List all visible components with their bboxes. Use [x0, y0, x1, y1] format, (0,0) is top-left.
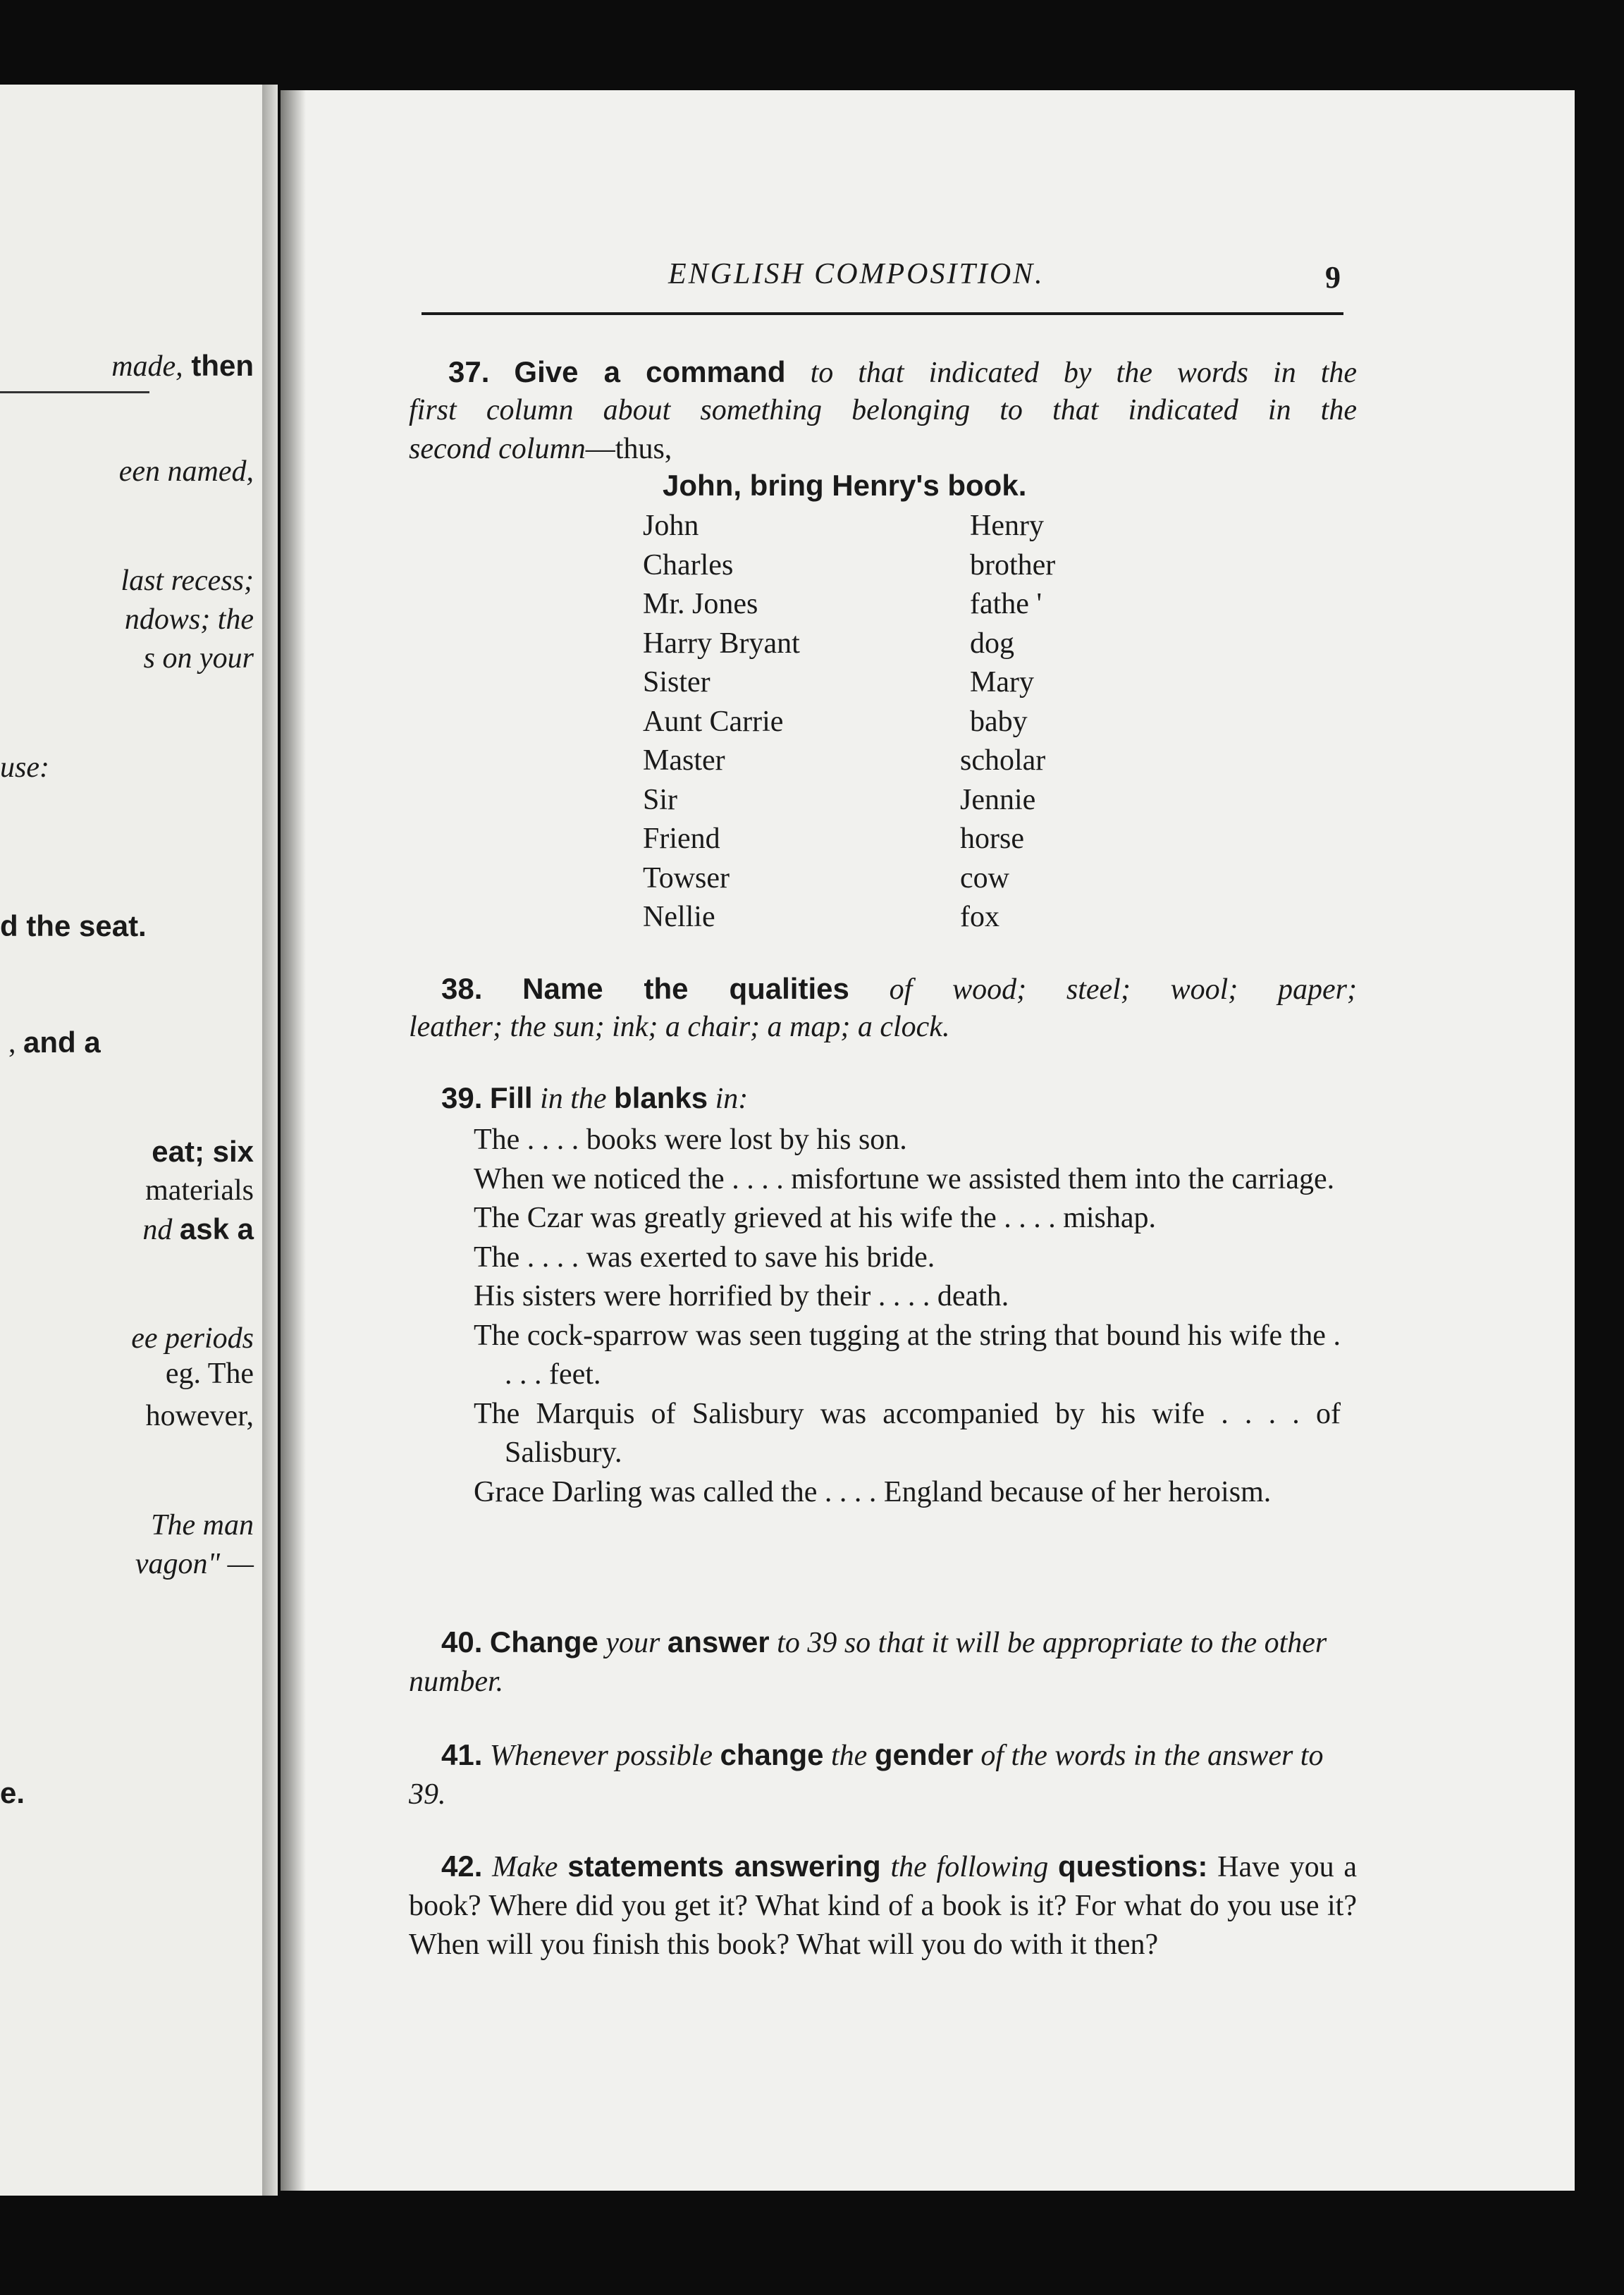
table-cell-first-column: Friend: [643, 823, 720, 855]
table-cell-second-column: dog: [970, 627, 1014, 660]
table-cell-second-column: fox: [960, 901, 999, 933]
exercise-41-gender: gender: [874, 1738, 973, 1771]
table-cell-second-column: fathe ': [970, 588, 1042, 620]
exercise-42-number: 42.: [441, 1850, 483, 1883]
fragment-text: eg. The: [165, 1358, 254, 1390]
previous-page-fragment: [0, 603, 254, 636]
exercise-38-number: 38.: [441, 972, 483, 1005]
table-cell-second-column: baby: [970, 705, 1028, 738]
previous-page-fragment: [0, 1135, 254, 1169]
fragment-bold-text: e.: [0, 1776, 25, 1809]
fragment-text-tail: then: [183, 349, 254, 382]
table-cell-second-column: Henry: [970, 510, 1044, 542]
previous-page: [0, 85, 262, 2196]
exercise-40-text: to 39 so that it will be appropriate to the other number.: [409, 1627, 1327, 1698]
exercise-40-change: Change: [489, 1625, 598, 1659]
previous-page-fragment: [0, 1776, 254, 1811]
previous-page-fragment: [0, 909, 254, 944]
table-cell-first-column: Harry Bryant: [643, 627, 800, 660]
exercise-37-second-column: second column: [409, 433, 586, 465]
previous-page-fragment: [0, 1508, 254, 1542]
exercise-39-blanks: blanks: [614, 1081, 708, 1114]
exercise-37-line2: first column about something belonging to that indicated in the: [409, 394, 1357, 426]
fragment-text: use:: [0, 751, 49, 784]
exercise-41-the: the: [823, 1740, 875, 1772]
previous-page-fragment: [0, 1212, 254, 1247]
table-cell-first-column: Master: [643, 744, 725, 777]
fragment-bold-text: and a: [23, 1026, 101, 1059]
fragment-text: een named,: [118, 455, 254, 488]
exercise-40-number: 40.: [441, 1625, 483, 1659]
exercise-37-line3: [409, 430, 1357, 469]
spine-shadow: [281, 90, 306, 2191]
table-cell-second-column: scholar: [960, 744, 1046, 777]
previous-page-fragment: [0, 641, 254, 675]
exercise-37-number: 37.: [448, 355, 490, 388]
fragment-text: The man: [151, 1509, 254, 1542]
table-cell-first-column: Sir: [643, 783, 678, 816]
exercise-39-in: in:: [708, 1083, 749, 1115]
previous-page-fragment: [0, 455, 254, 488]
exercise-38-line1: [409, 969, 1357, 1009]
page-number: 9: [1325, 260, 1341, 295]
exercise-41: [409, 1735, 1357, 1814]
fragment-bold-text: ask a: [179, 1212, 254, 1245]
fragment-text: made,: [111, 350, 183, 383]
exercise-42-questions: Have you a book? Where did you get it? What kind of a book is it? For what do you use it? When will you finish this book? What will you do with it then?: [409, 1851, 1357, 1961]
exercise-42-statements: statements answering: [567, 1850, 881, 1883]
exercise-39-heading: [409, 1078, 1357, 1119]
previous-page-fragment: [0, 349, 254, 383]
exercise-41-number: 41.: [441, 1738, 483, 1771]
previous-page-fragment: [0, 751, 254, 785]
fragment-text: last recess;: [121, 565, 254, 597]
fragment-text: ndows; the: [124, 603, 254, 636]
previous-page-fragment: [0, 1547, 254, 1581]
fragment-bold-text: eat; six: [152, 1135, 254, 1168]
table-cell-first-column: Sister: [643, 666, 710, 699]
fragment-text: vagon" —: [135, 1548, 254, 1580]
fragment-text: ee periods: [131, 1322, 254, 1355]
fragment-text: s on your: [143, 642, 254, 675]
exercise-39-sentence: The . . . . books were lost by his son.: [474, 1124, 907, 1156]
exercise-37-lead: Give a command: [514, 355, 786, 388]
exercise-42-questions-label: questions:: [1058, 1850, 1208, 1883]
table-cell-first-column: Nellie: [643, 901, 715, 933]
exercise-39-number: 39.: [441, 1081, 483, 1114]
fragment-text: ,: [8, 1027, 23, 1059]
fragment-bold-text: d the seat.: [0, 909, 147, 942]
table-cell-first-column: Charles: [643, 548, 734, 582]
exercise-42-make: Make: [482, 1851, 568, 1883]
running-head: ENGLISH COMPOSITION.: [668, 258, 1045, 290]
exercise-37-line1: [409, 352, 1357, 393]
exercise-39-sentence: The . . . . was exerted to save his bride.: [474, 1241, 935, 1274]
fragment-text: nd: [142, 1214, 180, 1246]
previous-page-fragment: [0, 1357, 254, 1391]
table-cell-second-column: Mary: [970, 666, 1034, 699]
exercise-38-line2: leather; the sun; ink; a chair; a map; a clock.: [409, 1011, 950, 1043]
exercise-38-line1-text: of wood; steel; wool; paper;: [849, 973, 1358, 1006]
exercise-42: [409, 1847, 1357, 1964]
exercise-40: [409, 1623, 1357, 1702]
table-cell-first-column: Towser: [643, 861, 730, 894]
table-cell-second-column: Jennie: [960, 783, 1036, 816]
exercise-39-sentence: When we noticed the . . . . misfortune we assisted them into the carriage.: [474, 1162, 1335, 1195]
previous-page-fragment: [0, 1322, 254, 1355]
exercise-40-your: your: [598, 1627, 668, 1659]
table-cell-second-column: brother: [970, 548, 1056, 582]
previous-page-fragment: [0, 1399, 254, 1433]
exercise-39-sentences: [474, 1121, 1341, 1512]
exercise-37-example: John, bring Henry's book.: [663, 469, 1027, 502]
exercise-39-sentence: The cock-sparrow was seen tugging at the string that bound his wife the . . . . feet.: [474, 1319, 1341, 1391]
previous-page-fragment: [0, 1174, 254, 1207]
exercise-42-following: the following: [880, 1851, 1059, 1883]
exercise-39-in-the: in the: [532, 1083, 615, 1115]
table-cell-first-column: Mr. Jones: [643, 588, 758, 620]
previous-page-fragment: [0, 564, 254, 598]
table-cell-second-column: horse: [960, 823, 1024, 855]
exercise-40-answer: answer: [667, 1625, 770, 1659]
table-cell-first-column: John: [643, 510, 699, 542]
exercise-39-sentence: The Marquis of Salisbury was accompanied by his wife . . . . of Salisbury.: [474, 1397, 1341, 1469]
exercise-37-line1-text: to that indicated by the words in the: [785, 357, 1358, 389]
exercise-41-text: of the words in the answer to 39.: [409, 1740, 1324, 1811]
exercise-41-whenever: Whenever possible: [482, 1740, 720, 1772]
exercise-39-sentence: Grace Darling was called the . . . . England because of her heroism.: [474, 1475, 1272, 1508]
table-cell-first-column: Aunt Carrie: [643, 705, 784, 738]
exercise-37-thus: —thus,: [585, 433, 672, 465]
header-rule: [422, 312, 1343, 315]
exercise-39-sentence: His sisters were horrified by their . . . . death.: [474, 1280, 1009, 1312]
table-cell-second-column: cow: [960, 861, 1009, 894]
exercise-39-fill: Fill: [489, 1081, 533, 1114]
exercise-39-sentence: The Czar was greatly grieved at his wife the . . . . mishap.: [474, 1202, 1157, 1234]
book-gutter: [262, 85, 278, 2196]
previous-page-rule: [0, 391, 149, 393]
exercise-41-change: change: [720, 1738, 824, 1771]
fragment-text: materials: [145, 1174, 254, 1207]
fragment-text: however,: [145, 1400, 254, 1432]
exercise-38-lead: Name the qualities: [522, 972, 849, 1005]
previous-page-fragment: [8, 1026, 262, 1060]
